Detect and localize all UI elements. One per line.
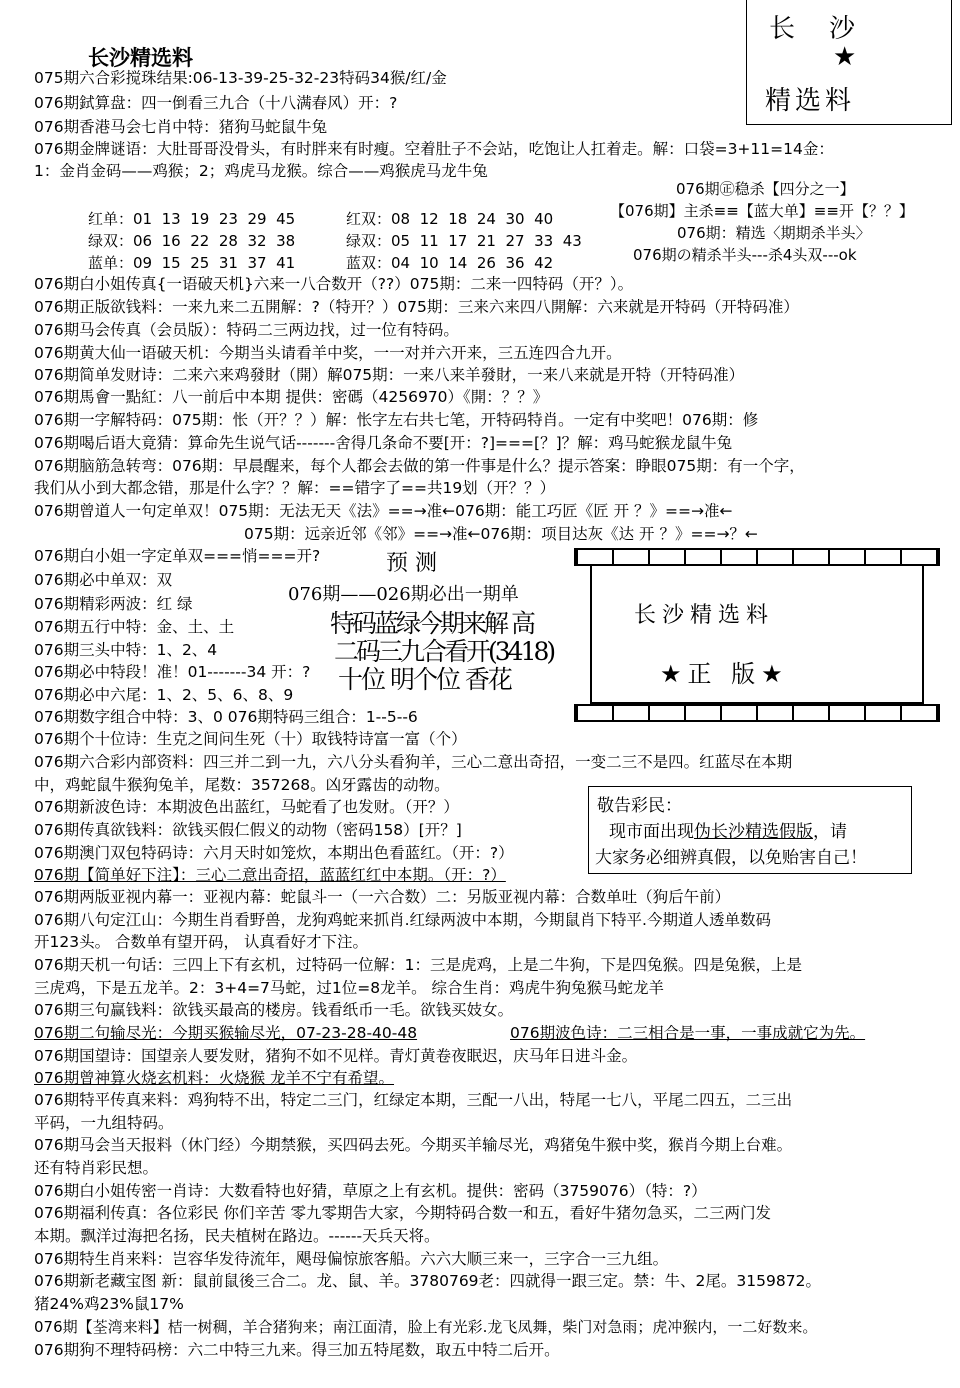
banner [574, 548, 940, 722]
banner-subtitle: ★正 版★ [660, 660, 789, 688]
text-line: 076期白小姐一字定单双===悄===开? [34, 547, 321, 565]
text-line: 076期个十位诗：生克之间问生死（十）取钱特诗富一富（个） [34, 730, 467, 748]
text-line: 076期金牌谜语：大肚哥哥没骨头，有时胖来有时瘦。空着肚子不会站，吃饱让人扛着走。解：口袋=3+11=14金： [34, 140, 834, 158]
text-line: 076期三头中特：1、2、4 [34, 641, 218, 659]
text-line: 076期曾神算火烧玄机料：火烧猴 龙羊不宁有希望。 [34, 1069, 395, 1087]
text-line: 076期香港马会七肖中特：猪狗马蛇鼠牛兔 [34, 118, 328, 136]
text-line: 猪24%鸡23%鼠17% [34, 1295, 184, 1313]
text-line: 076期传真欲钱料：欲钱买假仁假义的动物（密码158）[开？] [34, 821, 462, 839]
text-line: 076期特平传真来料：鸡狗特不出，特定二三门，红绿定本期，三配一八出，特尾一七八，平尾二四五，二三出 [34, 1091, 793, 1109]
page-title: 长沙精选料 [88, 46, 193, 70]
text-line: 本期。飘洋过海把名扬，民夫植树在路边。------天兵天将。 [34, 1227, 440, 1245]
logo-line2: 精选料 [765, 86, 856, 116]
star-icon: ★ [833, 42, 857, 72]
text-line: 075期：远亲近邻《邻》==→准←076期：项目达灰《达 开 ？》==→？← [244, 525, 758, 543]
text-line: 076期必中六尾：1、2、5、6、8、9 [34, 686, 294, 704]
prediction-line: 十位 明个位 香花 [338, 665, 511, 694]
text-line: 076期简单发财诗：二来六来鸡發財（開）解075期：一来八来羊發財，一来八来就是开特（开特码准） [34, 366, 745, 384]
text-line: 076期正版欲钱料：一来九来二五開解：?（特开？）075期：三来六来四八開解：六来就是开特码（开特码准） [34, 298, 799, 316]
logo-line1: 长沙 [769, 14, 890, 44]
text-line: 1：金肖金码——鸡猴；2；鸡虎马龙猴。综合——鸡猴虎马龙牛兔 [34, 162, 488, 180]
text-line: 平码，一九组特码。 [34, 1114, 174, 1132]
text-line: 076期一字解特码：075期：怅（开？？）解：怅字左右共七笔，开特码特肖。一定有中奖吧！076期：修 [34, 411, 759, 429]
text-line: 076期国望诗：国望亲人要发财，猪狗不如不见样。青灯黄卷夜眠迟，庆马年日进斗金。 [34, 1047, 638, 1065]
right-info-line: 076期㊣稳杀【四分之一】 [676, 180, 855, 198]
warning-title: 敬告彩民： [597, 796, 682, 816]
text-line: 076期八句定江山：今期生肖看野兽，龙狗鸡蛇来抓肖.红绿两波中本期，今期鼠肖下特平.今期道人透单数码 [34, 911, 771, 929]
text-line: 076期【荃湾来料】桔一树稠，羊合猪狗来；南江面清，脸上有光彩.龙飞凤舞，柴门对急雨；虎冲猴内，一二好数来。 [34, 1318, 818, 1336]
grid-cell: 红双：08 12 18 24 30 40 [346, 210, 554, 228]
text-line: 076期新老藏宝图 新：鼠前鼠後三合二。龙、鼠、羊。3780769老：四就得一跟三定。禁：牛、2尾。3159872。 [34, 1272, 821, 1290]
banner-title: 长沙精选料 [634, 603, 775, 628]
grid-cell: 蓝单：09 15 25 31 37 41 [88, 254, 296, 272]
text-line: 076期鉽算盘：四一倒看三九合（十八满春风）开：? [34, 94, 398, 112]
text-line: 076期脑筋急转弯：076期：早晨醒来，每个人都会去做的第一件事是什么？提示答案：睁眼075期：有一个字， [34, 457, 805, 475]
logo-box [746, 0, 952, 125]
text-line: 还有特肖彩民想。 [34, 1159, 159, 1177]
text-line: 075期六合彩搅珠结果:06-13-39-25-32-23特码34猴/红/金 [34, 69, 447, 87]
prediction-subtitle: 076期——026期必出一期单 [288, 584, 519, 605]
text-line: 076期特生肖来料：岂容华发待流年，飓母偏惊旅客船。六六大顺三来一，三字合一三九组。 [34, 1250, 669, 1268]
text-line: 076期三句赢钱料：欲钱买最高的楼房。钱看纸币一毛。欲钱买妓女。 [34, 1001, 514, 1019]
grid-cell: 绿双：06 16 22 28 32 38 [88, 232, 296, 250]
warning-line: 现市面出现伪长沙精选假版，请 [609, 822, 847, 842]
text-line: 076期馬會一點紅：八一前后中本期 提供：密碼（4256970）《開：？？》 [34, 388, 549, 406]
text-line: 076期澳门双包特码诗：六月天时如笼炊，本期出色看蓝红。（开：?） [34, 844, 514, 862]
text-line: 076期黄大仙一语破天机：今期当头请看羊中奖，一一对并六开来，三五连四合九开。 [34, 344, 622, 362]
text-line: 076期白小姐传密一肖诗：大数看特也好猜，草原之上有玄机。提供：密码（3759076）（特：?） [34, 1182, 707, 1200]
prediction-heading: 预 测 [386, 551, 437, 576]
text-line: 076期天机一句话：三四上下有玄机，过特码一位解：1：三是虎鸡，上是二牛狗，下是四兔猴。四是兔猴，上是 [34, 956, 802, 974]
grid-cell: 蓝双：04 10 14 26 36 42 [346, 254, 554, 272]
text-line: 076期六合彩内部资料：四三并二到一九，六八分头看狗羊，三心二意出奇招，一变二三不是四。红蓝尽在本期 [34, 753, 793, 771]
text-line: 076期【简单好下注】：三心二意出奇招，蓝蓝红红中本期。（开：?） [34, 866, 506, 884]
text-line: 076期喝后语大竟猜：算命先生说气话-------舍得几条命不要[开：?]===[？]？解：鸡马蛇猴龙鼠牛兔 [34, 434, 733, 452]
text-line: 我们从小到大都念错，那是什么字？？解：==错字了==共19划（开？？） [34, 479, 556, 497]
text-line: 076期福利传真：各位彩民 你们辛苦 零九零期告大家，今期特码合数一和五，看好牛猪勿急买，二三两门发 [34, 1204, 771, 1222]
text-line: 076期二句输尽光：今期买猴输尽光，07-23-28-40-48 [34, 1024, 418, 1042]
right-info-line: 076期：精选〈期期杀半头〉 [677, 224, 871, 242]
text-line: 076期数字组合中特：3、0 076期特码三组合：1--5--6 [34, 708, 418, 726]
banner-border [574, 704, 940, 722]
text-line: 076期两版亚视内幕一：亚视内幕：蛇鼠斗一（一六合数）二：另版亚视内幕：合数单吐（狗后午前） [34, 888, 731, 906]
text-line: 076期精彩两波：红 绿 [34, 595, 193, 613]
text-line: 076期狗不理特码榜：六二中特三九来。得三加五特尾数，取五中特二后开。 [34, 1341, 560, 1359]
text-line: 076期波色诗：二三相合是一事，一事成就它为先。 [510, 1024, 866, 1042]
right-info-line: 076期の精杀半头---杀4头双---ok [633, 246, 857, 264]
warning-box [588, 786, 912, 874]
grid-cell: 绿双：05 11 17 21 27 33 43 [346, 232, 582, 250]
text-line: 三虎鸡，下是五龙羊。2：3+4=7马蛇，过1位=8龙羊。 综合生肖：鸡虎牛狗兔猴马蛇龙羊 [34, 979, 665, 997]
text-line: 076期新波色诗：本期波色出蓝红，马蛇看了也发财。（开？） [34, 798, 459, 816]
text-line: 076期马会传真（会员版）：特码二三两边找，过一位有特码。 [34, 321, 459, 339]
grid-cell: 红单：01 13 19 23 29 45 [88, 210, 296, 228]
prediction-line: 特码蓝绿今期来解 高 [330, 609, 533, 638]
right-info-line: 【076期】主杀≡≡【蓝大单】≡≡开【？？】 [610, 202, 914, 220]
text-line: 076期曾道人一句定单双！075期：无法无天《法》==→准←076期：能工巧匠《匠 开 ？》==→准← [34, 502, 733, 520]
text-line: 076期马会当天报料（休门经）今期禁猴，买四码去死。今期买羊输尽光，鸡猪兔牛猴中奖，猴肖今期上台难。 [34, 1136, 793, 1154]
text-line: 076期白小姐传真{一语破天机}六来一八合数开（??）075期：二来一四特码（开？）。 [34, 275, 634, 293]
text-line: 076期必中单双：双 [34, 571, 173, 589]
text-line: 开123头。 合数单有望开码， 认真看好才下注。 [34, 933, 368, 951]
text-line: 076期五行中特：金、土、土 [34, 618, 235, 636]
warning-line: 大家务必细辨真假，以免贻害自己！ [595, 848, 867, 868]
prediction-line: 二码三九合看开(3418) [334, 637, 554, 666]
text-line: 076期必中特段！准！01-------34 开：? [34, 663, 311, 681]
text-line: 中，鸡蛇鼠牛猴狗兔羊，尾数：357268。凶牙露齿的动物。 [34, 776, 450, 794]
